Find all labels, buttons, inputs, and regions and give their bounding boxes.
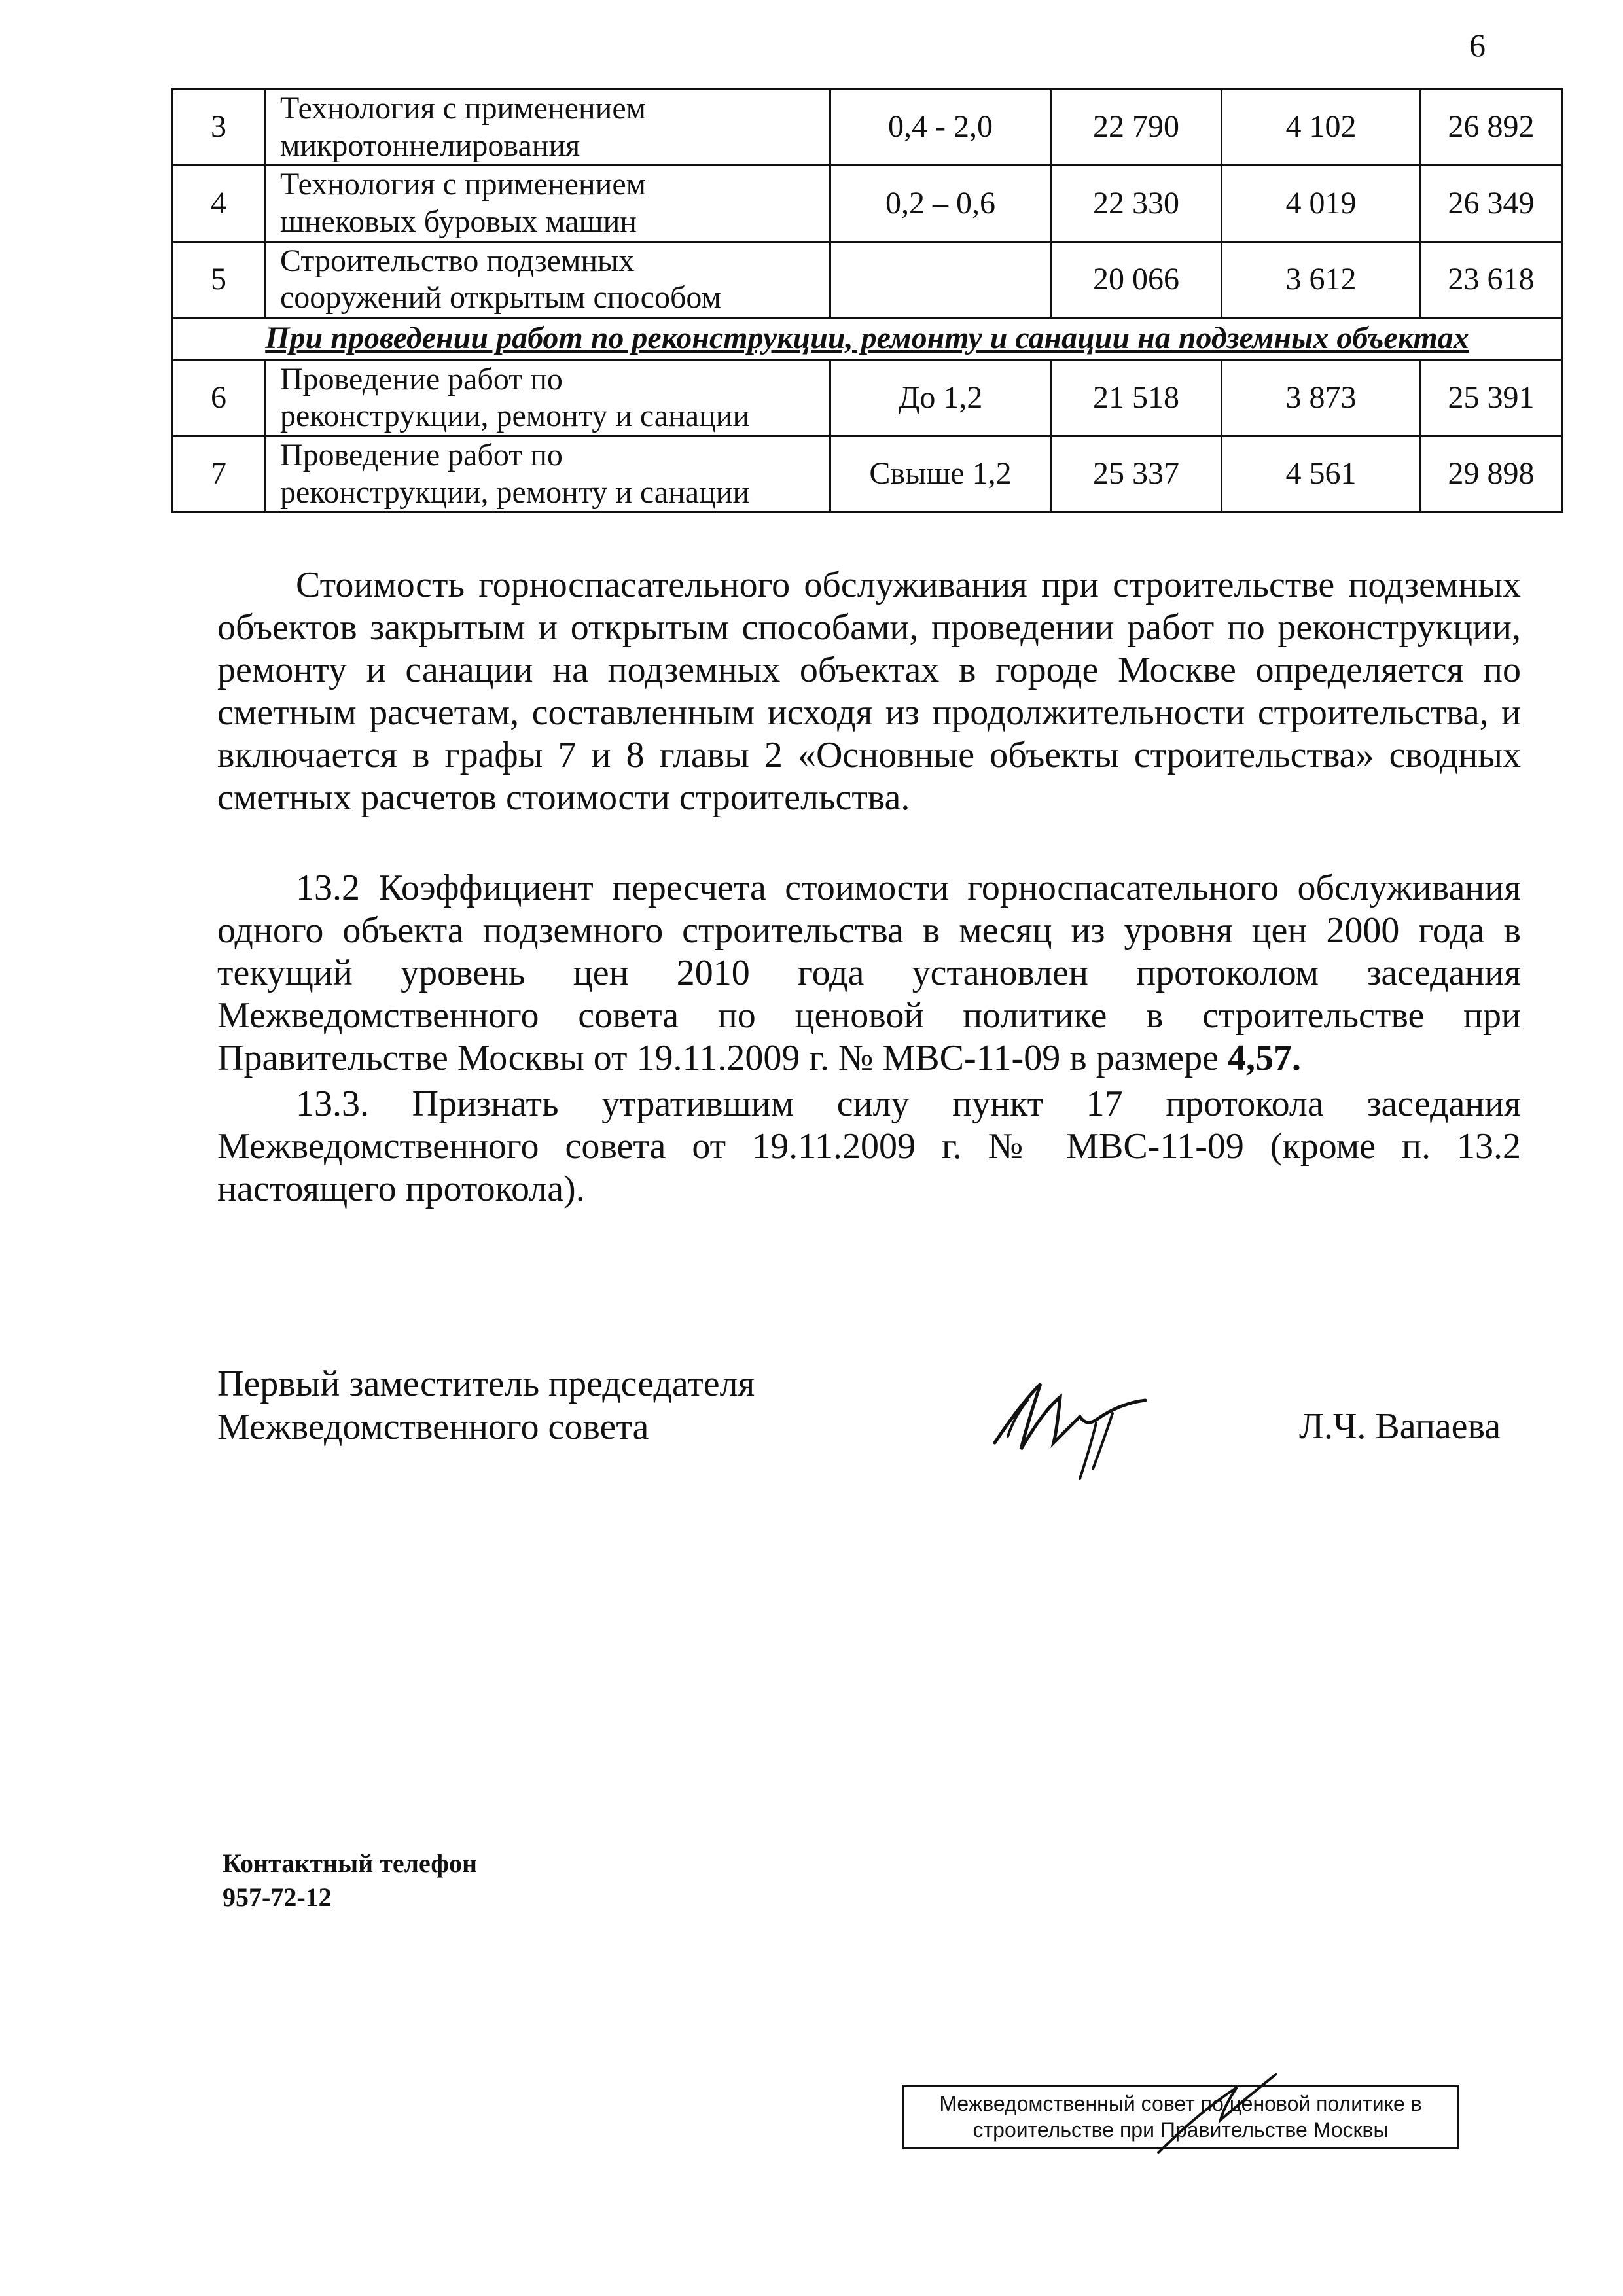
- stamp-line-1: Межведомственный совет по ценовой политике в: [939, 2092, 1422, 2115]
- coefficient-value: 4,57.: [1227, 1038, 1301, 1078]
- row-diameter-range: [830, 241, 1051, 317]
- table-row: [173, 360, 1562, 436]
- row-value-1: 22 790: [1051, 90, 1222, 166]
- section-title: При проведении работ по реконструкции, ремонту и санации на подземных объектах: [173, 317, 1562, 360]
- signatory-name: Л.Ч. Вапаева: [1299, 1406, 1501, 1447]
- row-value-total: 29 898: [1421, 436, 1562, 512]
- row-name-line: Строительство подземных: [280, 243, 635, 278]
- signatory-title-line-2: Межведомственного совета: [217, 1407, 649, 1447]
- row-value-1: 21 518: [1051, 360, 1222, 436]
- paragraph-cost-determination: [217, 564, 1521, 819]
- row-name: [265, 360, 830, 436]
- signatory-title: [217, 1362, 755, 1449]
- row-name-line: шнековых буровых машин: [280, 203, 637, 239]
- row-value-2: 4 102: [1222, 90, 1421, 166]
- row-diameter-range: 0,4 - 2,0: [830, 90, 1051, 166]
- paragraph-2-body: 13.2 Коэффициент пересчета стоимости горноспасательного обслуживания одного объекта подземного строительства в месяц из уровня цен 2000 года в текущий уровень цен 2010 года установлен протоколом заседания Межведомственного совета по ценовой политике в строительстве при Правительстве Москвы от 19.11.2009 г. № МВС-11-09 в размере: [217, 868, 1521, 1078]
- row-value-2: 3 612: [1222, 241, 1421, 317]
- row-value-total: 26 349: [1421, 166, 1562, 241]
- row-diameter-range: 0,2 – 0,6: [830, 166, 1051, 241]
- paragraph-2-text: [217, 867, 1521, 1080]
- row-name-line: Технология с применением: [280, 167, 647, 202]
- row-number: 6: [173, 360, 265, 436]
- stamp-line-2: строительстве при Правительстве Москвы: [972, 2118, 1389, 2142]
- row-number: 3: [173, 90, 265, 166]
- row-value-2: 4 019: [1222, 166, 1421, 241]
- row-name-line: Проведение работ по: [280, 438, 563, 472]
- row-value-2: 4 561: [1222, 436, 1421, 512]
- paragraph-3-text: 13.3. Признать утратившим силу пункт 17 протокола заседания Межведомственного совета от 19.11.2009 г. № МВС-11-09 (кроме п. 13.2 настоящего протокола).: [217, 1084, 1521, 1209]
- paragraph-13-2: [217, 867, 1521, 1080]
- row-number: 7: [173, 436, 265, 512]
- cost-table: [171, 88, 1563, 513]
- row-value-1: 25 337: [1051, 436, 1222, 512]
- row-name: [265, 436, 830, 512]
- paragraph-1-text: Стоимость горноспасательного обслуживания при строительстве подземных объектов закрытым и открытым способами, проведении работ по реконструкции, ремонту и санации на подземных объектах в городе Москве определяется по сметным расчетам, составленным исходя из продолжительности строительства, и включается в графы 7 и 8 главы 2 «Основные объекты строительства» сводных сметных расчетов стоимости строительства.: [217, 565, 1521, 818]
- row-name-line: реконструкции, ремонту и санации: [280, 398, 750, 434]
- table-row: [173, 436, 1562, 512]
- row-name-line: микротоннелирования: [280, 128, 580, 163]
- row-diameter-range: Свыше 1,2: [830, 436, 1051, 512]
- contact-label: Контактный телефон: [223, 1848, 478, 1878]
- row-name-line: сооружений открытым способом: [280, 280, 721, 315]
- row-name: [265, 241, 830, 317]
- row-value-1: 22 330: [1051, 166, 1222, 241]
- handwritten-signature: [982, 1364, 1152, 1482]
- stamp-initials-mark: [1145, 2061, 1289, 2166]
- row-name: [265, 90, 830, 166]
- row-value-2: 3 873: [1222, 360, 1421, 436]
- table-row: [173, 241, 1562, 317]
- signatory-title-line-1: Первый заместитель председателя: [217, 1364, 755, 1404]
- row-name: [265, 166, 830, 241]
- row-name-line: Проведение работ по: [280, 361, 563, 397]
- table-row: [173, 166, 1562, 241]
- row-value-total: 23 618: [1421, 241, 1562, 317]
- row-number: 4: [173, 166, 265, 241]
- row-name-line: Технология с применением: [280, 91, 647, 126]
- page-number: 6: [1469, 27, 1486, 63]
- row-value-total: 26 892: [1421, 90, 1562, 166]
- paragraph-13-3: [217, 1083, 1521, 1210]
- row-number: 5: [173, 241, 265, 317]
- contact-block: [223, 1846, 477, 1915]
- row-diameter-range: До 1,2: [830, 360, 1051, 436]
- row-value-1: 20 066: [1051, 241, 1222, 317]
- contact-phone: 957-72-12: [223, 1882, 332, 1912]
- table-row: [173, 90, 1562, 166]
- row-name-line: реконструкции, ремонту и санации: [280, 474, 750, 510]
- row-value-total: 25 391: [1421, 360, 1562, 436]
- table-section-header: [173, 317, 1562, 360]
